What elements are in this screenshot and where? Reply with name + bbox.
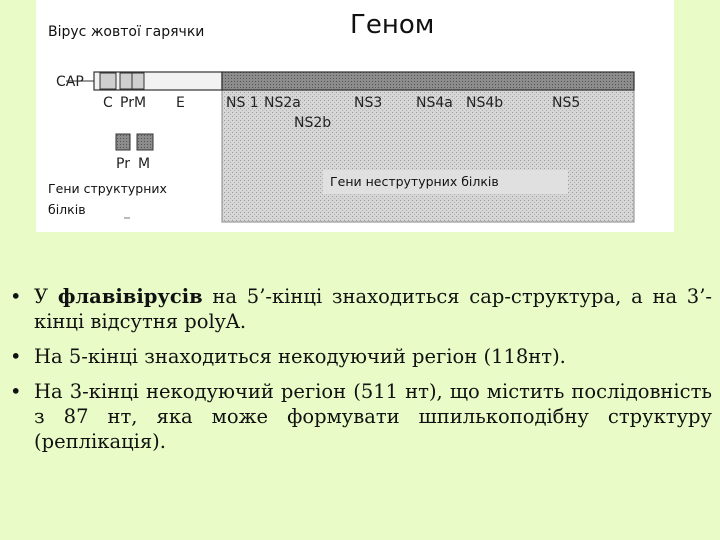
- gene-ns5: NS5: [552, 95, 581, 111]
- bullet-3-text: На 3-кінці некодуючий регіон (511 нт), що містить послідовність з 87 нт, яка може формувати шпилькоподібну структуру (реплікація).: [34, 380, 712, 453]
- structural-genes-label: Гени структурних білків: [48, 181, 167, 217]
- bullet-dot: •: [10, 285, 22, 308]
- gene-ns1: NS 1: [226, 95, 259, 111]
- bullet-item-3-end: [10, 379, 712, 454]
- label-m: M: [138, 156, 151, 172]
- bullet-list: [10, 284, 712, 464]
- nonstructural-genes-label: Гени неструтурних білків: [323, 170, 568, 194]
- bullet-1-rest: на 5’-кінці знаходиться cap-структура, а на 3’-кінці відсутня polyA.: [34, 285, 712, 333]
- gene-ns2b: NS2b: [294, 115, 332, 131]
- segment-prm-1: [120, 73, 132, 89]
- bullet-item-5-end: [10, 344, 712, 369]
- gene-ns2a: NS2a: [264, 95, 301, 111]
- genome-title: Геном: [350, 10, 435, 40]
- segment-prm-2: [132, 73, 144, 89]
- gene-ns4a: NS4a: [416, 95, 453, 111]
- gene-prm: PrM: [120, 95, 147, 111]
- gene-e: E: [176, 95, 185, 111]
- bullet-1-bold-term: флавівірусів: [57, 285, 203, 308]
- bullet-dot: •: [10, 380, 22, 403]
- bullet-1-prefix: У: [34, 285, 58, 308]
- cap-label: CAP: [56, 74, 84, 90]
- genome-figure: [36, 0, 674, 232]
- gene-ns4b: NS4b: [466, 95, 504, 111]
- bullet-dot: •: [10, 345, 22, 368]
- segment-c: [100, 73, 116, 89]
- label-pr: Pr: [116, 156, 130, 172]
- box-m: [137, 134, 153, 150]
- bullet-item-cap: [10, 284, 712, 334]
- bullet-2-text: На 5-кінці знаходиться некодуючий регіон (118нт).: [34, 345, 566, 368]
- virus-name-label: Вірус жовтої гарячки: [48, 24, 205, 40]
- genome-bar-nonstructural: [222, 72, 634, 90]
- gene-ns3: NS3: [354, 95, 383, 111]
- box-pr: [116, 134, 130, 150]
- gene-c: C: [103, 95, 113, 111]
